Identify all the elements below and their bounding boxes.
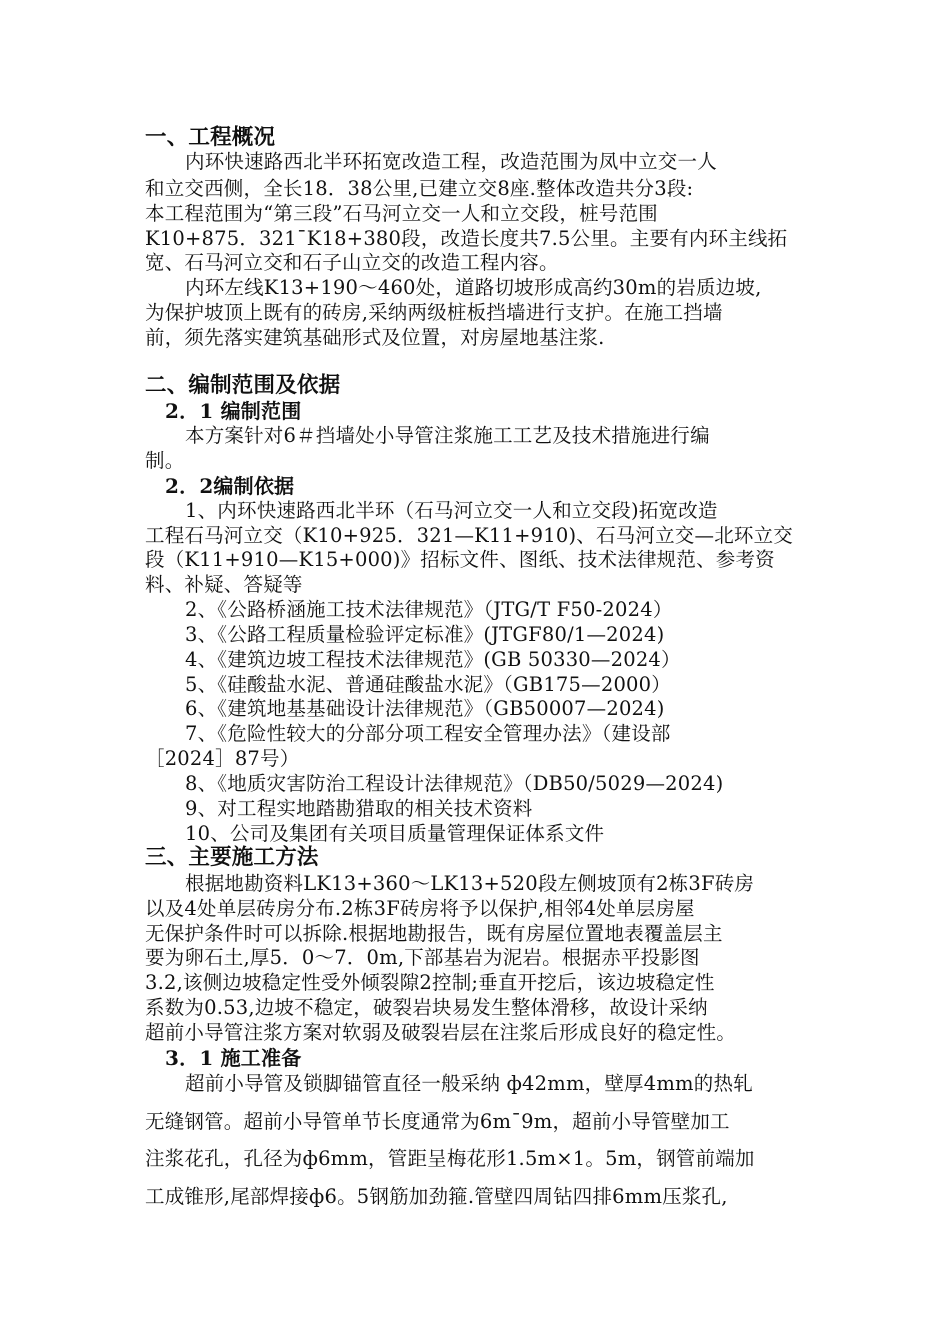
paragraph-line: 无缝钢管。超前小导管单节长度通常为6m¯9m，超前小导管壁加工	[145, 1110, 730, 1133]
reference-line: ［2024］87号）	[145, 747, 300, 770]
paragraph-line: 制。	[145, 449, 185, 472]
subsection-2-2-heading: 2．2编制依据	[165, 474, 295, 498]
paragraph-line: 本工程范围为“第三段”石马河立交一人和立交段，桩号范围	[145, 202, 658, 225]
paragraph-line: 超前小导管注浆方案对软弱及破裂岩层在注浆后形成良好的稳定性。	[145, 1021, 737, 1044]
section-3-heading: 三、主要施工方法	[145, 845, 319, 870]
paragraph-line: 系数为0.53,边坡不稳定，破裂岩块易发生整体滑移，故设计采纳	[145, 996, 708, 1019]
paragraph-line: 3.2,该侧边坡稳定性受外倾裂隙2控制;垂直开挖后，该边坡稳定性	[145, 971, 715, 994]
subsection-2-1-heading: 2．1 编制范围	[165, 399, 302, 423]
reference-line: 6、《建筑地基基础设计法律规范》（GB50007—2024)	[185, 697, 665, 720]
reference-line: 10、公司及集团有关项目质量管理保证体系文件	[185, 822, 605, 845]
reference-line: 1、内环快速路西北半环（石马河立交一人和立交段)拓宽改造	[185, 499, 718, 522]
section-2-heading: 二、编制范围及依据	[145, 373, 341, 398]
reference-line: 2、《公路桥涵施工技术法律规范》（JTG/T F50-2024）	[185, 598, 673, 621]
paragraph-line: 和立交西侧，全长18．38公里,已建立交8座.整体改造共分3段:	[145, 177, 694, 200]
reference-line: 4、《建筑边坡工程技术法律规范》(GB 50330—2024）	[185, 648, 681, 671]
paragraph-line: K10+875．321¯K18+380段，改造长度共7.5公里。主要有内环主线拓	[145, 227, 788, 250]
paragraph-line: 前，须先落实建筑基础形式及位置，对房屋地基注浆.	[145, 326, 605, 349]
reference-line: 5、《硅酸盐水泥、普通硅酸盐水泥》（GB175—2000）	[185, 673, 671, 696]
paragraph-line: 内环快速路西北半环拓宽改造工程，改造范围为凤中立交一人	[185, 150, 717, 173]
paragraph-line: 工成锥形,尾部焊接ф6。5钢筋加劲箍.管壁四周钻四排6mm压浆孔,	[145, 1185, 728, 1208]
section-1-heading: 一、工程概况	[145, 125, 276, 150]
subsection-3-1-heading: 3．1 施工准备	[165, 1046, 302, 1070]
paragraph-line: 以及4处单层砖房分布.2栋3F砖房将予以保护,相邻4处单层房屋	[145, 897, 695, 920]
paragraph-line: 超前小导管及锁脚锚管直径一般采纳 ф42mm，壁厚4mm的热轧	[185, 1072, 753, 1095]
reference-line: 段（K11+910—K15+000)》招标文件、图纸、技术法律规范、参考资	[145, 548, 775, 571]
paragraph-line: 要为卵石土,厚5．0～7．0m,下部基岩为泥岩。根据赤平投影图	[145, 946, 700, 969]
reference-line: 7、《危险性较大的分部分项工程安全管理办法》（建设部	[185, 722, 671, 745]
reference-line: 3、《公路工程质量检验评定标准》(JTGF80/1—2024)	[185, 623, 665, 646]
reference-line: 料、补疑、答疑等	[145, 573, 303, 596]
reference-line: 9、对工程实地踏勘猎取的相关技术资料	[185, 797, 533, 820]
paragraph-line: 无保护条件时可以拆除.根据地勘报告，既有房屋位置地表覆盖层主	[145, 922, 723, 945]
reference-line: 8、《地质灾害防治工程设计法律规范》（DB50/5029—2024)	[185, 772, 724, 795]
paragraph-line: 根据地勘资料LK13+360～LK13+520段左侧坡顶有2栋3F砖房	[185, 872, 755, 895]
paragraph-line: 宽、石马河立交和石子山立交的改造工程内容。	[145, 251, 559, 274]
paragraph-line: 为保护坡顶上既有的砖房,采纳两级桩板挡墙进行支护。在施工挡墙	[145, 301, 723, 324]
paragraph-line: 本方案针对6＃挡墙处小导管注浆施工工艺及技术措施进行编	[185, 424, 710, 447]
paragraph-line: 注浆花孔，孔径为ф6mm，管距呈梅花形1.5m×1。5m，钢管前端加	[145, 1147, 755, 1170]
reference-line: 工程石马河立交（K10+925．321—K11+910)、石马河立交—北环立交	[145, 524, 794, 547]
paragraph-line: 内环左线K13+190～460处，道路切坡形成高约30m的岩质边坡,	[185, 276, 762, 299]
